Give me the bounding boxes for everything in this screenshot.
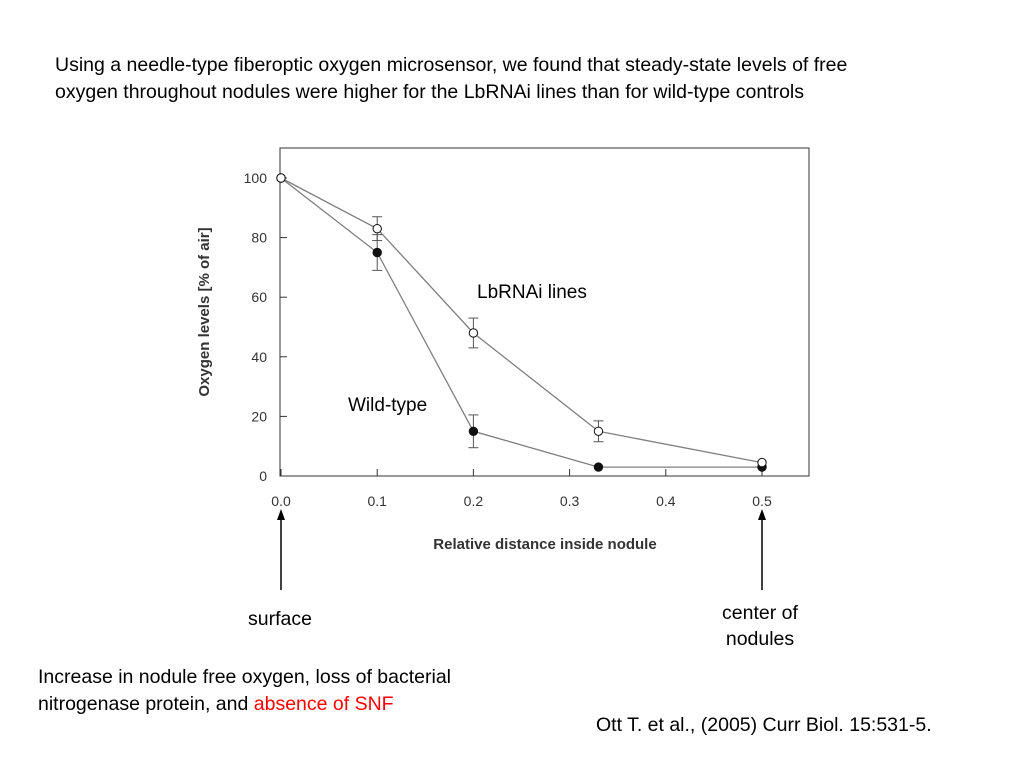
center-arrow-head [758, 509, 766, 520]
plot-frame [280, 148, 809, 476]
x-axis-ticks [271, 469, 772, 509]
y-axis-label: Oxygen levels [% of air] [196, 227, 213, 397]
y-tick-label: 60 [251, 289, 267, 306]
intro-line-1: Using a needle-type fiberoptic oxygen microsensor, we found that steady-state levels of free [55, 54, 848, 76]
y-tick-label: 100 [243, 170, 267, 186]
center-of-nodules-label [690, 600, 830, 652]
x-tick-label: 0.4 [656, 493, 676, 509]
x-tick-label: 0.0 [271, 493, 291, 509]
x-tick-label: 0.5 [752, 493, 772, 509]
citation: Ott T. et al., (2005) Curr Biol. 15:531-5. [596, 714, 932, 736]
series-layer [277, 174, 766, 471]
data-point-wild-type [373, 248, 381, 256]
data-point-lbrnai [277, 174, 285, 182]
y-tick-label: 0 [259, 468, 267, 484]
surface-label: surface [248, 608, 312, 630]
annotation-lbrnai: LbRNAi lines [477, 282, 587, 303]
data-point-lbrnai [594, 427, 602, 435]
annotation-wild-type: Wild-type [348, 395, 428, 416]
center-label-line-1: center of [722, 602, 798, 624]
data-point-lbrnai [758, 458, 766, 466]
surface-arrow-head [277, 509, 285, 520]
snf-highlight: absence of SNF [253, 693, 394, 715]
bottom-note [38, 664, 598, 718]
series-line-lbrnai [281, 178, 762, 463]
bottom-note-line-2-text: nitrogenase protein, and [38, 693, 254, 715]
data-point-wild-type [469, 427, 477, 435]
data-point-lbrnai [373, 224, 381, 232]
data-point-lbrnai [469, 329, 477, 337]
bottom-note-line-2 [38, 691, 598, 718]
x-axis-label: Relative distance inside nodule [433, 536, 657, 553]
series-line-wild-type [281, 178, 762, 467]
bottom-note-line-1: Increase in nodule free oxygen, loss of bacterial [38, 666, 451, 688]
y-tick-label: 80 [251, 229, 267, 246]
intro-line-2: oxygen throughout nodules were higher for the LbRNAi lines than for wild-type controls [55, 81, 805, 103]
data-point-wild-type [594, 463, 602, 471]
x-tick-label: 0.2 [463, 493, 484, 509]
center-label-line-2: nodules [725, 628, 795, 650]
y-tick-label: 20 [251, 408, 267, 425]
x-tick-label: 0.3 [559, 493, 580, 509]
y-tick-label: 40 [251, 348, 267, 365]
x-tick-label: 0.1 [367, 493, 387, 509]
